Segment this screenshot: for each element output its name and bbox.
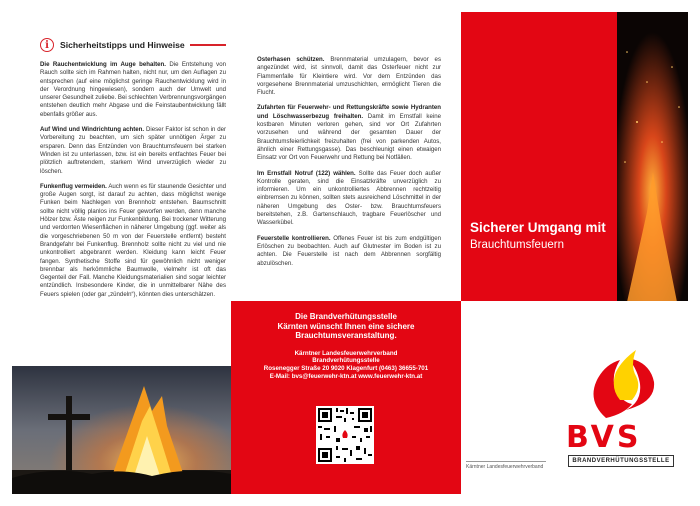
paragraph-sparks <box>40 183 226 299</box>
cta-line-2: Kärnten wünscht Ihnen eine sichere <box>277 321 415 331</box>
section-title: Sicherheitstipps und Hinweise <box>60 40 185 50</box>
contact-block <box>236 312 456 380</box>
bvs-wordmark: BVS <box>566 420 642 455</box>
bvs-wordmark-sub: BRANDVERHÜTUNGSSTELLE <box>568 455 674 467</box>
paragraph-heading: Auf Wind und Windrichtung achten. <box>40 126 145 134</box>
paragraph-heading: Osterhasen schützen. <box>257 56 325 63</box>
paragraph-heading: Zufahrten für Feuerwehr- und Rettungskräfte sowie Hydranten und Löschwasserbezug freihalten. <box>257 104 441 120</box>
paragraph-emergency <box>257 170 441 228</box>
paragraph-heading: Im Ernstfall Notruf (122) wählen. <box>257 169 356 177</box>
section-rule <box>190 44 226 45</box>
paragraph-animals <box>257 56 441 97</box>
paragraph-text: Dieser Faktor ist schon in der Vorbereitung zu beachten, um sich später unnötigen Ärger zu ersparen. Denn das Entzünden von Brauchtumsfeuern bei starken Winden ist zu unterlassen, bzw. ist ein bereits entfachtes Feuer bei plötzlich auftretendem, starkem Wind unverzüglich wieder zu löschen. <box>40 126 227 175</box>
info-icon: i <box>40 38 54 52</box>
paragraph-text: Damit im Ernstfall keine kostbaren Minuten verloren gehen, sind vor Ort Zufahrten vorzusehen und während der gesamten Dauer der Brauchtumsfeierlichkeit freizuhalten (frei von parkenden Autos, ähnlich einer Rettungsgasse). Das beschleunigt einen etwaigen Einsatz vor Ort von Feuerwehr und Rettung bei Notfällen. <box>257 112 441 162</box>
cover-footer-org: Kärntner Landesfeuerwehrverband <box>466 461 546 470</box>
paragraph-heading: Die Rauchentwicklung im Auge behalten. <box>40 61 166 68</box>
panel-middle <box>257 56 441 275</box>
paragraph-text: Offenes Feuer ist bis zum endgültigen Erlöschen zu beobachten. Auch auf Glutnester im Boden ist zu achten. Die Feuerstelle ist nach dem Abbrennen sorgfältig abzulöschen. <box>257 234 441 267</box>
paragraph-text: Brennmaterial umzulagern, bevor es angezündet wird, ist sinnvoll, damit das Osterfeuer nicht zur Flammenfalle für Kleintiere wird. Vor dem Entzünden das vorgesehene Brennmaterial umzuschichten, ermöglicht Tieren die Flucht. <box>257 56 441 97</box>
cover-title <box>470 220 606 253</box>
cta-line-1: Die Brandverhütungsstelle <box>295 312 397 321</box>
org-contact: E-Mail: bvs@feuerwehr-ktn.at www.feuerwehr-ktn.at <box>269 372 423 380</box>
cover-title-sub: Brauchtumsfeuern <box>470 239 564 251</box>
qr-code <box>316 406 374 464</box>
section-header <box>40 36 226 54</box>
paragraph-smoke <box>40 61 226 119</box>
paragraph-access <box>257 104 441 162</box>
paragraph-wind <box>40 126 226 176</box>
org-address: Rosenegger Straße 20 9020 Klagenfurt (0463) 36655-701 <box>263 364 429 372</box>
bonfire-photo <box>12 366 231 494</box>
org-department: Brandverhütungsstelle <box>312 357 380 365</box>
panel-left <box>40 36 226 299</box>
organization-info <box>236 350 456 380</box>
paragraph-heading: Funkenflug vermeiden. <box>40 182 107 190</box>
cta-line-3: Brauchtumsveranstaltung. <box>295 331 397 341</box>
paragraph-text: Sollte das Feuer doch außer Kontrolle geraten, sind die Einsatzkräfte unverzüglich zu informieren. Um ein unkontrolliertes Abbrennen rechtzeitig einbremsen zu können, sollten stets ausreichend Löschmittel in der näheren Umgebung des Oster- bzw. Brauchtumsfeuers bereitstehen, z.B. Gartenschlauch, tragbare Feuerlöscher und Wasserkübel. <box>257 169 441 227</box>
org-name: Kärntner Landesfeuerwehrverband <box>294 349 398 357</box>
paragraph-text: Die Entstehung von Rauch sollte sich im Rahmen halten, nicht nur, um den Auflagen zu entsprechen (auf eine möglichst geringe Rauchentwicklung wird in der Verordnung hingewiesen), sondern auch der Umwelt und unserer Gesundheit zuliebe. Bei schlechten Verbrennungsvorgängen entstehen deutlich mehr Abgase und die Feinstaubentwicklung fällt ebenfalls größer aus. <box>40 61 226 118</box>
cover-title-main: Sicherer Umgang mit <box>470 220 606 235</box>
paragraph-control <box>257 235 441 268</box>
paragraph-text: Auch wenn es für staunende Gesichter und große Augen sorgt, ist darauf zu achten, dass möglichst wenige Funken beim Nachlegen von Brennholz entstehen. Baumschnitt sollte nicht völlig planlos ins Feuer geworfen werden, denn manche Hölzer bzw. Äste neigen zur Funkenbildung. Bei trockener Witterung und verdorrten Wiesenflächen in näherer Umgebung (ggf. weiter als die vorgeschriebenen 50 m von der Feuerstelle entfernt) besteht Brandgefahr bei Funkenflug. Brennholz sollte nicht zu viel und nie unkontrolliert abgebrannt werden. Kleidung kann leicht Feuer fangen. Synthetische Stoffe sind für gewöhnlich nicht weniger brennbar als herkömmliche Baumwolle, vielmehr ist oft das Gegenteil der Fall. Manche Kleidungsmaterialien sind sogar leichter entzündlich. Insbesondere Kinder, die in unmittelbarer Nähe des Feuers spielen (oder gar „zündeln“), könnten dies unterschätzen. <box>40 182 226 298</box>
paragraph-heading: Feuerstelle kontrollieren. <box>257 234 331 242</box>
